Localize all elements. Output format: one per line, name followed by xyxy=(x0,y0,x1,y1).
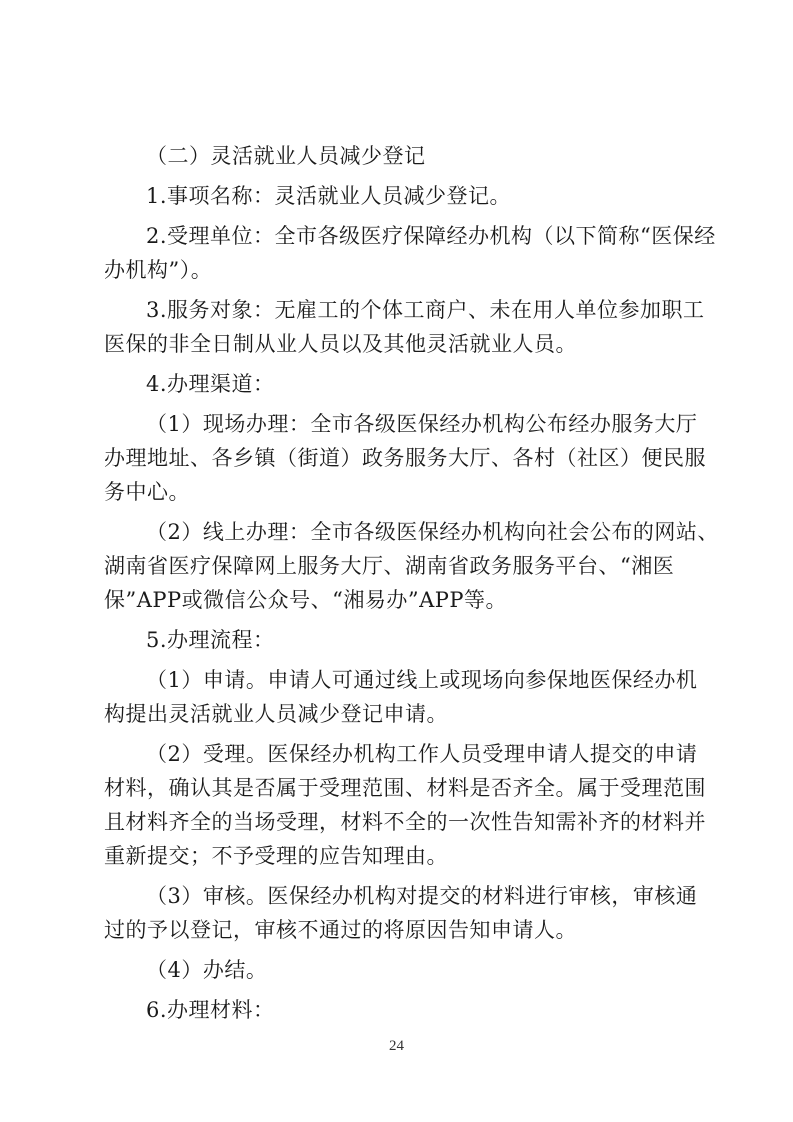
text-line: （1）现场办理：全市各级医保经办机构公布经办服务大厅 xyxy=(146,412,698,436)
text-line: 5.办理流程： xyxy=(146,628,275,652)
text-line: 重新提交；不予受理的应告知理由。 xyxy=(104,844,448,868)
text-line: （1）申请。申请人可通过线上或现场向参保地医保经办机 xyxy=(146,668,698,692)
text-line: 构提出灵活就业人员减少登记申请。 xyxy=(104,702,448,726)
text-line: （4）办结。 xyxy=(146,958,268,982)
paragraph-review-step xyxy=(104,879,698,947)
paragraph-service-target xyxy=(104,293,705,361)
text-line: 3.服务对象：无雇工的个体工商户、未在用人单位参加职工 xyxy=(146,298,705,322)
paragraph-complete-step xyxy=(104,953,690,987)
paragraph-accepting-unit xyxy=(104,219,716,287)
section-heading xyxy=(104,139,690,173)
document-body xyxy=(104,139,719,1033)
text-line: （二）灵活就业人员减少登记 xyxy=(146,144,426,168)
paragraph-process-heading xyxy=(104,623,690,657)
text-line: 1.事项名称：灵活就业人员减少登记。 xyxy=(146,184,512,208)
paragraph-onsite-channel xyxy=(104,407,706,509)
text-line: 过的予以登记，审核不通过的将原因告知申请人。 xyxy=(104,918,577,942)
text-line: 4.办理渠道： xyxy=(146,372,275,396)
paragraph-channels-heading xyxy=(104,367,690,401)
text-line: （2）受理。医保经办机构工作人员受理申请人提交的申请 xyxy=(146,742,698,766)
text-line: 湖南省医疗保障网上服务大厅、湖南省政务服务平台、“湘医 xyxy=(104,554,675,578)
text-line: 6.办理材料： xyxy=(146,998,275,1022)
paragraph-apply-step xyxy=(104,663,698,731)
text-line: （2）线上办理：全市各级医保经办机构向社会公布的网站、 xyxy=(146,520,719,544)
text-line: 办理地址、各乡镇（街道）政务服务大厅、各村（社区）便民服 xyxy=(104,446,706,470)
text-line: 办机构”）。 xyxy=(104,258,213,282)
text-line: （3）审核。医保经办机构对提交的材料进行审核，审核通 xyxy=(146,884,698,908)
paragraph-item-name xyxy=(104,179,690,213)
text-line: 务中心。 xyxy=(104,480,190,504)
text-line: 保”APP或微信公众号、“湘易办”APP等。 xyxy=(104,588,508,612)
paragraph-materials-heading xyxy=(104,993,690,1027)
text-line: 医保的非全日制从业人员以及其他灵活就业人员。 xyxy=(104,332,577,356)
text-line: 2.受理单位：全市各级医疗保障经办机构（以下简称“医保经 xyxy=(146,224,716,248)
paragraph-online-channel xyxy=(104,515,719,617)
text-line: 材料，确认其是否属于受理范围、材料是否齐全。属于受理范围 xyxy=(104,776,706,800)
page-number: 24 xyxy=(389,1038,404,1054)
text-line: 且材料齐全的当场受理，材料不全的一次性告知需补齐的材料并 xyxy=(104,810,706,834)
paragraph-accept-step xyxy=(104,737,706,873)
